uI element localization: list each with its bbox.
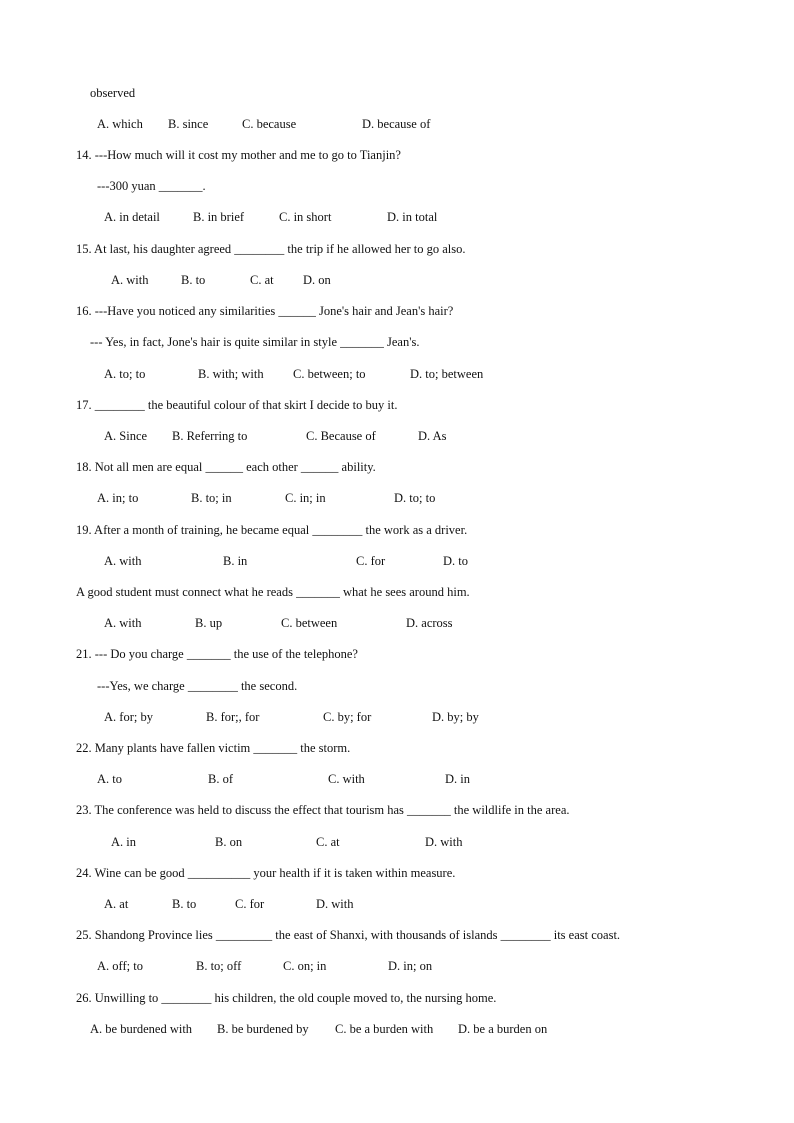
answer-option: C. with: [328, 772, 365, 786]
answer-option: B. of: [208, 772, 233, 786]
answer-option: A. for; by: [104, 710, 153, 724]
answer-option: D. in total: [387, 210, 438, 224]
question-line: 15. At last, his daughter agreed ________ the trip if he allowed her to go also.: [76, 242, 466, 256]
answer-option: A. with: [104, 616, 142, 630]
answer-option: D. with: [316, 897, 354, 911]
answer-option: B. in brief: [193, 210, 245, 224]
answer-option: B. up: [195, 616, 223, 630]
answer-option: A. be burdened with: [90, 1022, 193, 1036]
answer-option: B. on: [215, 835, 243, 849]
question-line: 26. Unwilling to ________ his children, the old couple moved to, the nursing home.: [76, 991, 497, 1005]
answer-option: D. by; by: [432, 710, 479, 724]
answer-option: C. because: [242, 117, 297, 131]
answer-option: B. to; in: [191, 491, 232, 505]
answer-option: B. to; off: [196, 959, 242, 973]
question-line: 18. Not all men are equal ______ each other ______ ability.: [76, 460, 376, 474]
answer-option: B. Referring to: [172, 429, 248, 443]
answer-option: D. with: [425, 835, 463, 849]
answer-option: A. which: [97, 117, 143, 131]
question-line: 17. ________ the beautiful colour of that skirt I decide to buy it.: [76, 398, 398, 412]
answer-option: B. be burdened by: [217, 1022, 309, 1036]
answer-option: A. to; to: [104, 367, 146, 381]
answer-option: C. in; in: [285, 491, 326, 505]
answer-option: D. be a burden on: [458, 1022, 548, 1036]
answer-option: A. with: [104, 554, 142, 568]
question-line: ---300 yuan _______.: [97, 179, 206, 193]
question-line: 22. Many plants have fallen victim _______ the storm.: [76, 741, 351, 755]
answer-option: D. in: [445, 772, 470, 786]
question-line: 25. Shandong Province lies _________ the east of Shanxi, with thousands of islands ________ its east coast.: [76, 928, 621, 942]
answer-option: A. to: [97, 772, 122, 786]
answer-option: B. to: [172, 897, 197, 911]
answer-option: D. As: [418, 429, 447, 443]
answer-option: D. to: [443, 554, 468, 568]
answer-option: C. be a burden with: [335, 1022, 434, 1036]
answer-option: D. to; between: [410, 367, 484, 381]
answer-option: D. on: [303, 273, 331, 287]
answer-option: A. Since: [104, 429, 148, 443]
question-line: A good student must connect what he reads _______ what he sees around him.: [76, 585, 470, 599]
answer-option: B. to: [181, 273, 206, 287]
answer-option: C. between: [281, 616, 338, 630]
question-line: observed: [90, 86, 136, 100]
answer-option: C. for: [235, 897, 265, 911]
answer-option: D. in; on: [388, 959, 433, 973]
answer-option: C. Because of: [306, 429, 376, 443]
answer-option: C. at: [250, 273, 274, 287]
answer-option: C. at: [316, 835, 340, 849]
answer-option: B. for;, for: [206, 710, 260, 724]
answer-option: B. in: [223, 554, 248, 568]
answer-option: A. in: [111, 835, 136, 849]
answer-option: A. in; to: [97, 491, 139, 505]
question-line: 19. After a month of training, he became equal ________ the work as a driver.: [76, 523, 468, 537]
answer-option: C. by; for: [323, 710, 372, 724]
answer-option: C. for: [356, 554, 386, 568]
question-line: 23. The conference was held to discuss the effect that tourism has _______ the wildlife in the area.: [76, 803, 570, 817]
answer-option: A. off; to: [97, 959, 143, 973]
question-line: 24. Wine can be good __________ your health if it is taken within measure.: [76, 866, 456, 880]
answer-option: D. across: [406, 616, 453, 630]
answer-option: D. to; to: [394, 491, 436, 505]
answer-option: A. with: [111, 273, 149, 287]
answer-option: B. with; with: [198, 367, 264, 381]
answer-option: C. in short: [279, 210, 332, 224]
question-line: 16. ---Have you noticed any similarities ______ Jone's hair and Jean's hair?: [76, 304, 454, 318]
question-line: --- Yes, in fact, Jone's hair is quite similar in style _______ Jean's.: [90, 335, 420, 349]
question-line: 14. ---How much will it cost my mother and me to go to Tianjin?: [76, 148, 401, 162]
answer-option: A. in detail: [104, 210, 160, 224]
question-line: ---Yes, we charge ________ the second.: [97, 679, 298, 693]
answer-option: A. at: [104, 897, 129, 911]
answer-option: B. since: [168, 117, 209, 131]
answer-option: C. between; to: [293, 367, 366, 381]
answer-option: C. on; in: [283, 959, 327, 973]
question-line: 21. --- Do you charge _______ the use of the telephone?: [76, 647, 358, 661]
answer-option: D. because of: [362, 117, 431, 131]
